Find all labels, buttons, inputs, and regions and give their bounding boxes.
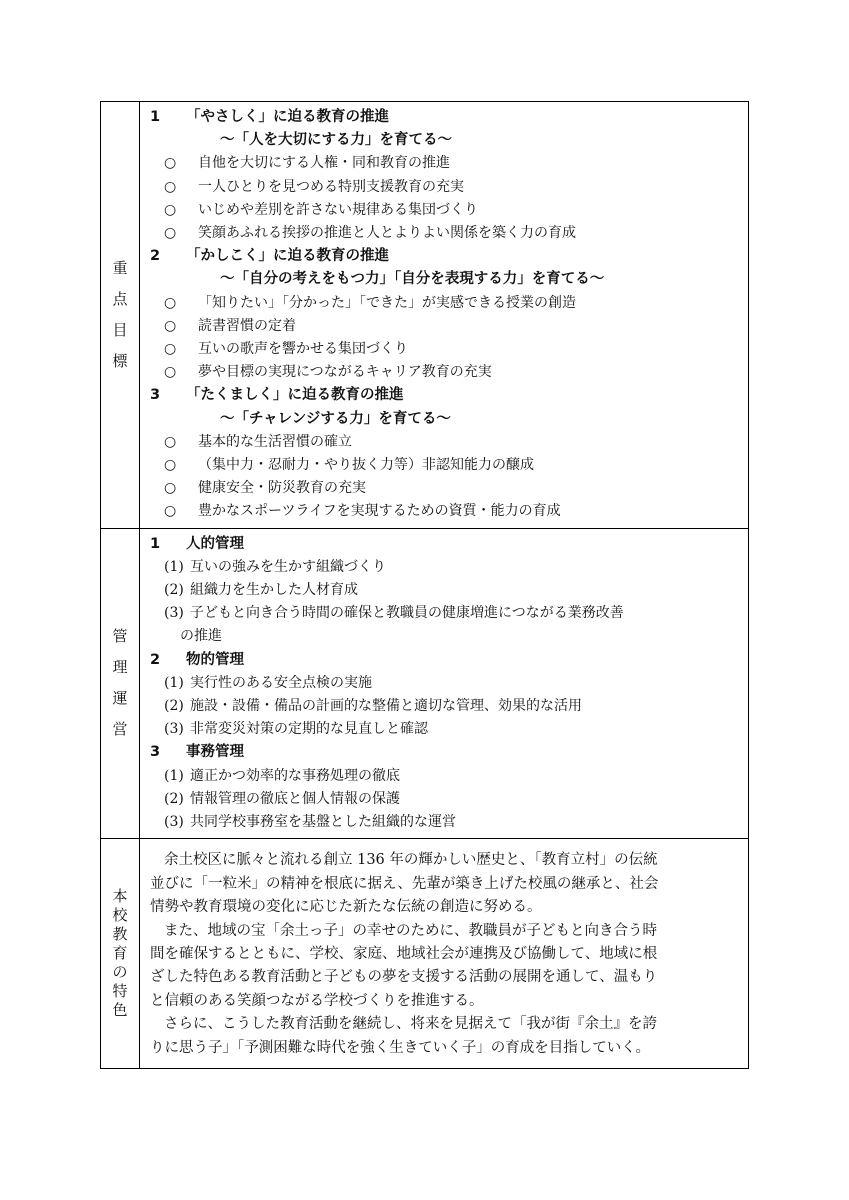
- goal-heading: 2 「かしこく」に迫る教育の推進: [150, 248, 389, 265]
- goal-item: ○ 自他を大切にする人権・同和教育の推進: [164, 155, 450, 172]
- paragraph: さらに、こうした教育活動を継続し、将来を見据えて「我が街『余土』を誇 りに思う子」「予測困難な時代を強く生きていく子」の育成を目指していく。: [150, 1016, 657, 1056]
- section-content: [140, 102, 749, 529]
- management-item: (2) 情報管理の徹底と個人情報の保護: [164, 790, 400, 807]
- goal-item: ○ 健康安全・防災教育の充実: [164, 480, 366, 497]
- goal-item: ○ （集中力・忍耐力・やり抜く力等）非認知能力の醸成: [164, 457, 534, 474]
- goal-item: ○ 夢や目標の実現につながるキャリア教育の充実: [164, 364, 492, 381]
- section-management: [101, 528, 749, 839]
- goal-item: ○ 「知りたい」「分かった」「できた」が実感できる授業の創造: [164, 294, 576, 311]
- goal-item: ○ 基本的な生活習慣の確立: [164, 433, 352, 450]
- section-school-features: [101, 839, 749, 1069]
- goal-subtitle: ～「自分の考えをもつ力」「自分を表現する力」を育てる～: [220, 271, 605, 288]
- management-item: (2) 組織力を生かした人材育成: [164, 582, 358, 599]
- management-item: (1) 実行性のある安全点検の実施: [164, 674, 372, 691]
- management-item: (3) 非常変災対策の定期的な見直しと確認: [164, 721, 428, 738]
- paragraph: 余土校区に脈々と流れる創立 136 年の輝かしい歴史と、「教育立村」の伝統 並びに「一粒米」の精神を根底に据え、先輩が築き上げた校風の継承と、社会 情勢や教育環境の変化に応じた新たな伝統の創造に努める。: [150, 852, 659, 916]
- goal-heading: 1 「やさしく」に迫る教育の推進: [150, 109, 389, 125]
- goal-subtitle: ～「チャレンジする力」を育てる～: [220, 410, 451, 427]
- management-heading: 3 事務管理: [150, 744, 244, 761]
- management-heading: 2 物的管理: [150, 651, 244, 668]
- policy-table: [100, 101, 749, 1069]
- goal-heading: 3 「たくましく」に迫る教育の推進: [150, 387, 404, 404]
- section-content: [140, 839, 749, 1069]
- goal-item: ○ 笑顔あふれる挨拶の推進と人とよりよい関係を築く力の育成: [164, 225, 576, 242]
- management-item: (1) 互いの強みを生かす組織づくり: [164, 558, 386, 575]
- management-heading: 1 人的管理: [150, 535, 244, 552]
- section-content: [140, 528, 749, 839]
- goal-subtitle: ～「人を大切にする力」を育てる～: [220, 132, 452, 149]
- paragraph: また、地域の宝「余土っ子」の幸せのために、教職員が子どもと向き合う時 間を確保するとともに、学校、家庭、地域社会が連携及び協働して、地域に根 ざした特色ある教育活動と子どもの夢を支援する活動の展開を通して、温もり と信頼のある笑顔つながる学校づくりを推進する。: [150, 922, 658, 1009]
- section-label-cell: [101, 528, 140, 839]
- goal-item: ○ 互いの歌声を響かせる集団づくり: [164, 341, 408, 358]
- management-item: (3) 共同学校事務室を基盤とした組織的な運営: [164, 814, 456, 831]
- section-label-cell: [101, 839, 140, 1069]
- section-label: 重 点 目 標: [112, 258, 128, 370]
- management-item: (2) 施設・設備・備品の計画的な整備と適切な管理、効果的な活用: [164, 698, 582, 715]
- section-label-cell: [101, 102, 140, 529]
- goal-item: ○ 読書習慣の定着: [164, 317, 296, 334]
- goal-item: ○ いじめや差別を許さない規律ある集団づくり: [164, 201, 478, 218]
- section-label: 管 理 運 営: [112, 627, 128, 739]
- section-label: 本 校 教 育 の 特 色: [112, 887, 128, 1020]
- management-item: (1) 適正かつ効率的な事務処理の徹底: [164, 767, 400, 784]
- goal-item: ○ 豊かなスポーツライフを実現するための資質・能力の育成: [164, 503, 561, 520]
- goal-item: ○ 一人ひとりを見つめる特別支援教育の充実: [164, 178, 464, 195]
- section-key-goals: [101, 102, 749, 529]
- management-item: (3) 子どもと向き合う時間の確保と教職員の健康増進につながる業務改善: [164, 605, 624, 622]
- management-item-continuation: の推進: [180, 628, 222, 645]
